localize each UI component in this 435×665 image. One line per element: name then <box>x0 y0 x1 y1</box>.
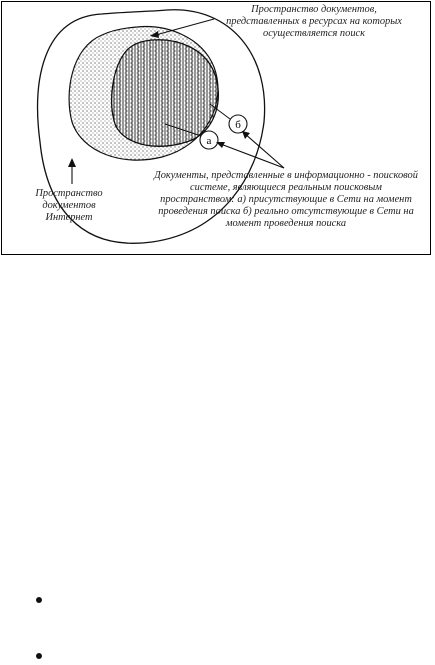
list-bullet <box>36 653 42 659</box>
list-bullet <box>36 597 42 603</box>
marker-b-text: б <box>235 119 241 131</box>
label-system-space: Документы, представленные в информационно - поисковой системе, являющиеся реальным поисковым пространством: а) присутствующие в Сети на момент проведения поиска б) реально отсутствующие в Сети на момент проведения поиска <box>154 170 418 229</box>
marker-a-text: а <box>206 135 212 147</box>
system-space-region <box>112 40 219 147</box>
label-internet-space: Пространство документов Интернет <box>35 188 103 223</box>
figure-frame <box>1 1 431 255</box>
label-search-space: Пространство документов, представленных в ресурсах на которых осуществляется поиск <box>226 4 402 39</box>
